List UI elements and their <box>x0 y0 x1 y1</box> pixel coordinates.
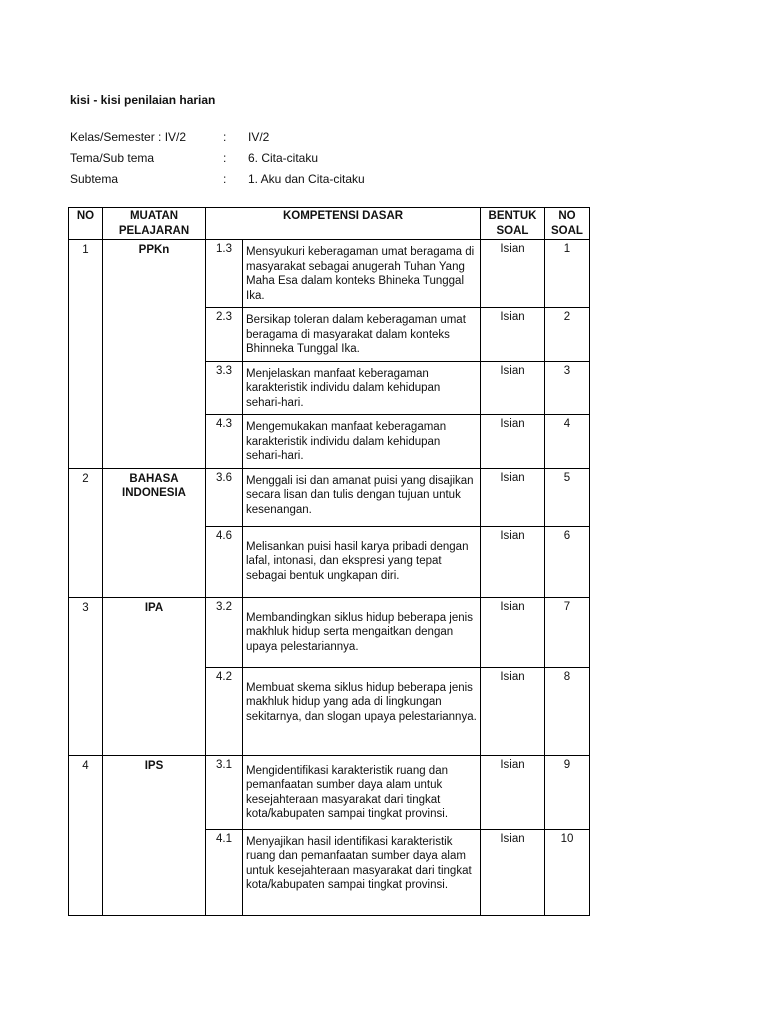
kd-desc: Mengemukakan manfaat keberagaman karakteristik individu dalam kehidupan sehari-hari. <box>243 415 481 469</box>
bentuk-soal: Isian <box>481 667 545 755</box>
kd-code: 3.3 <box>206 361 243 415</box>
bentuk-soal: Isian <box>481 361 545 415</box>
kd-desc: Melisankan puisi hasil karya pribadi dengan lafal, intonasi, dan ekspresi yang tepat sebagai bentuk ungkapan diri. <box>243 526 481 597</box>
no-soal: 2 <box>545 308 590 362</box>
kd-code: 1.3 <box>206 240 243 308</box>
table-row <box>69 755 590 829</box>
row-no: 4 <box>69 755 103 915</box>
table-row <box>69 240 590 308</box>
no-soal: 9 <box>545 755 590 829</box>
bentuk-soal: Isian <box>481 597 545 667</box>
no-soal: 5 <box>545 468 590 526</box>
bentuk-soal: Isian <box>481 829 545 915</box>
document-title: kisi - kisi penilaian harian <box>70 93 216 107</box>
meta-value: 6. Cita-citaku <box>248 151 319 165</box>
row-no: 2 <box>69 468 103 597</box>
kd-desc: Menggali isi dan amanat puisi yang disajikan secara lisan dan tulis dengan tujuan untuk kesenangan. <box>243 468 481 526</box>
meta-value: 1. Aku dan Cita-citaku <box>248 172 365 186</box>
bentuk-soal: Isian <box>481 308 545 362</box>
meta-key: Tema/Sub tema <box>70 151 155 165</box>
row-subject: PPKn <box>103 240 206 469</box>
kd-code: 4.3 <box>206 415 243 469</box>
row-no: 3 <box>69 597 103 755</box>
meta-sep: : <box>223 130 227 144</box>
row-subject: IPA <box>103 597 206 755</box>
kd-code: 4.1 <box>206 829 243 915</box>
table-row <box>69 597 590 667</box>
kd-code: 4.6 <box>206 526 243 597</box>
no-soal: 6 <box>545 526 590 597</box>
row-subject: IPS <box>103 755 206 915</box>
kd-desc: Menjelaskan manfaat keberagaman karakteristik individu dalam kehidupan sehari-hari. <box>243 361 481 415</box>
no-soal: 3 <box>545 361 590 415</box>
kd-code: 3.6 <box>206 468 243 526</box>
no-soal: 1 <box>545 240 590 308</box>
no-soal: 8 <box>545 667 590 755</box>
kd-desc: Menyajikan hasil identifikasi karakteristik ruang dan pemanfaatan sumber daya alam untuk kesejahteraan masyarakat dari tingkat kota/kabupaten sampai tingkat provinsi. <box>243 829 481 915</box>
kd-desc: Mensyukuri keberagaman umat beragama di masyarakat sebagai anugerah Tuhan Yang Maha Esa dalam konteks Bhineka Tunggal Ika. <box>243 240 481 308</box>
bentuk-soal: Isian <box>481 240 545 308</box>
meta-sep: : <box>223 172 227 186</box>
kd-code: 3.1 <box>206 755 243 829</box>
kd-desc: Bersikap toleran dalam keberagaman umat beragama di masyarakat dalam konteks Bhinneka Tunggal Ika. <box>243 308 481 362</box>
bentuk-soal: Isian <box>481 415 545 469</box>
kd-code: 2.3 <box>206 308 243 362</box>
bentuk-soal: Isian <box>481 526 545 597</box>
meta-key: Kelas/Semester : IV/2 <box>70 130 187 144</box>
header-muatan: MUATAN PELAJARAN <box>103 208 206 240</box>
bentuk-soal: Isian <box>481 468 545 526</box>
kd-desc: Membuat skema siklus hidup beberapa jenis makhluk hidup yang ada di lingkungan sekitarnya, dan slogan upaya pelestariannya. <box>243 667 481 755</box>
table-header-row <box>69 208 590 240</box>
header-nosoal: NO SOAL <box>545 208 590 240</box>
no-soal: 10 <box>545 829 590 915</box>
kd-desc: Mengidentifikasi karakteristik ruang dan pemanfaatan sumber daya alam untuk kesejahteraan masyarakat dari tingkat kota/kabupaten sampai tingkat provinsi. <box>243 755 481 829</box>
kd-desc: Membandingkan siklus hidup beberapa jenis makhluk hidup serta mengaitkan dengan upaya pelestariannya. <box>243 597 481 667</box>
meta-sep: : <box>223 151 227 165</box>
table-row <box>69 468 590 526</box>
meta-key: Subtema <box>70 172 119 186</box>
header-bentuk: BENTUK SOAL <box>481 208 545 240</box>
no-soal: 7 <box>545 597 590 667</box>
no-soal: 4 <box>545 415 590 469</box>
kd-code: 4.2 <box>206 667 243 755</box>
bentuk-soal: Isian <box>481 755 545 829</box>
kd-code: 3.2 <box>206 597 243 667</box>
meta-value: IV/2 <box>248 130 270 144</box>
row-no: 1 <box>69 240 103 469</box>
row-subject: BAHASA INDONESIA <box>103 468 206 597</box>
header-no: NO <box>69 208 103 240</box>
header-kd: KOMPETENSI DASAR <box>206 208 481 240</box>
kisi-table <box>68 207 590 916</box>
